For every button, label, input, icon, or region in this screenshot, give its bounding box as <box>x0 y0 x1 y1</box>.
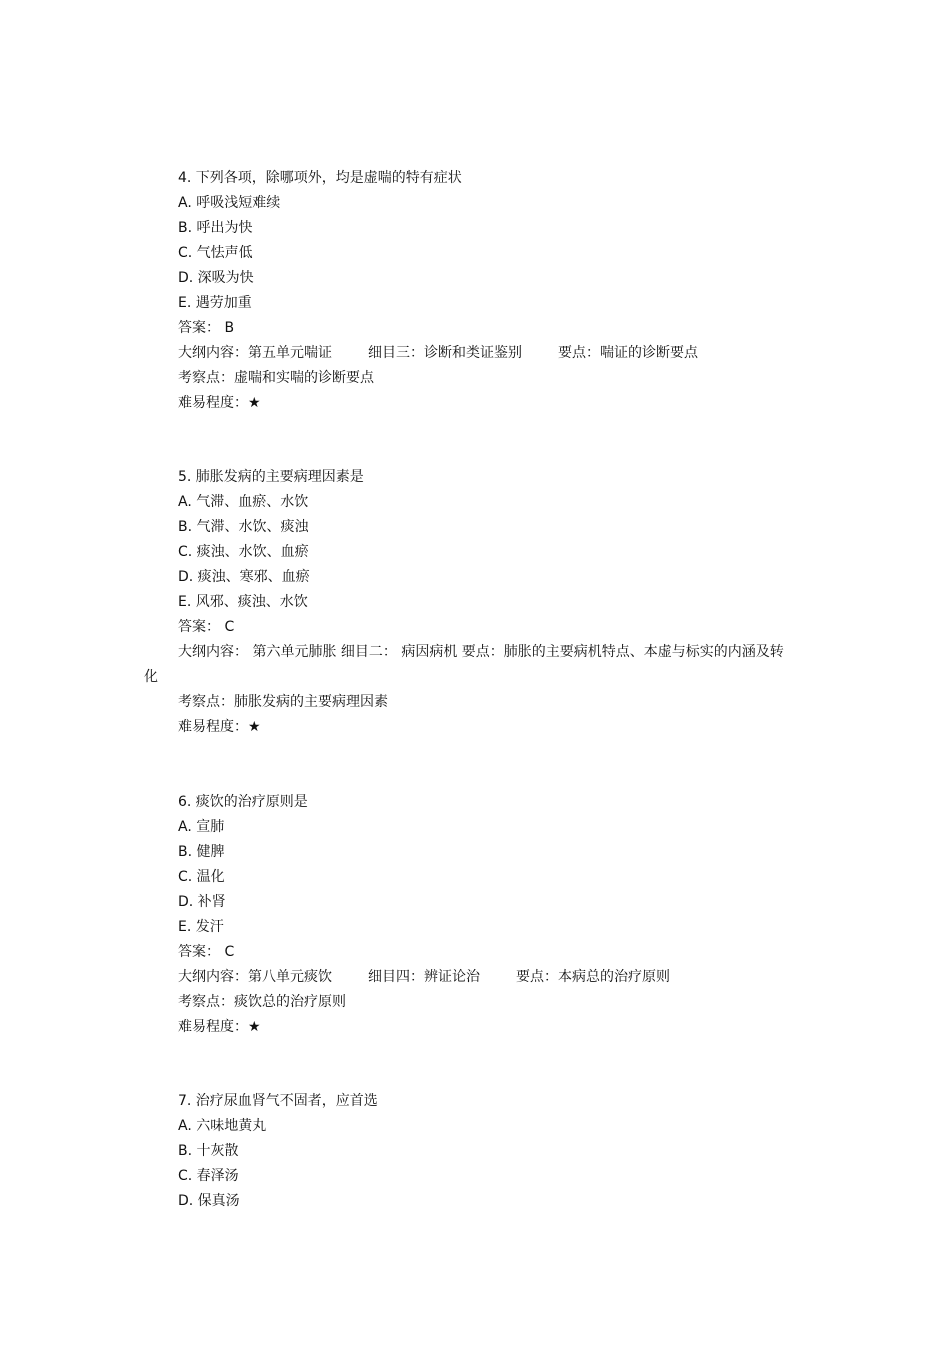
outline: 大纲内容： 第六单元肺胀 细目二： 病因病机 要点：肺胀的主要病机特点、本虚与标实的内涵及转化 <box>144 644 784 685</box>
difficulty: 难易程度：★ <box>178 1019 261 1035</box>
difficulty: 难易程度：★ <box>178 395 261 411</box>
answer: 答案： C <box>178 944 235 960</box>
option-c: C. 痰浊、水饮、血瘀 <box>178 544 309 560</box>
question-stem: 6. 痰饮的治疗原则是 <box>178 794 308 810</box>
option-b: B. 健脾 <box>178 844 225 860</box>
option-a: A. 宣肺 <box>178 819 225 835</box>
outline-item: 细目四：辨证论治 <box>368 969 480 985</box>
option-a: A. 呼吸浅短难续 <box>178 195 281 211</box>
exam-point: 考察点：肺胀发病的主要病理因素 <box>178 694 388 710</box>
question-4 <box>144 166 804 416</box>
question-6 <box>144 790 804 1040</box>
exam-point: 考察点：虚喘和实喘的诊断要点 <box>178 370 374 386</box>
option-d: D. 深吸为快 <box>178 270 254 286</box>
outline-point: 要点：本病总的治疗原则 <box>516 969 670 985</box>
outline <box>144 341 804 366</box>
option-c: C. 温化 <box>178 869 225 885</box>
question-stem: 4. 下列各项，除哪项外，均是虚喘的特有症状 <box>178 170 462 186</box>
option-b: B. 十灰散 <box>178 1143 239 1159</box>
outline-item: 细目三：诊断和类证鉴别 <box>368 345 522 361</box>
difficulty: 难易程度：★ <box>178 719 261 735</box>
question-stem: 5. 肺胀发病的主要病理因素是 <box>178 469 364 485</box>
answer: 答案： B <box>178 320 235 336</box>
option-a: A. 六味地黄丸 <box>178 1118 267 1134</box>
question-stem: 7. 治疗尿血肾气不固者，应首选 <box>178 1093 378 1109</box>
option-d: D. 补肾 <box>178 894 226 910</box>
option-c: C. 春泽汤 <box>178 1168 239 1184</box>
option-a: A. 气滞、血瘀、水饮 <box>178 494 309 510</box>
exam-point: 考察点：痰饮总的治疗原则 <box>178 994 346 1010</box>
option-d: D. 痰浊、寒邪、血瘀 <box>178 569 310 585</box>
outline <box>144 965 804 990</box>
option-e: E. 风邪、痰浊、水饮 <box>178 594 308 610</box>
option-e: E. 发汗 <box>178 919 224 935</box>
outline-unit: 大纲内容：第五单元喘证 <box>178 345 332 361</box>
question-5 <box>144 465 804 740</box>
option-e: E. 遇劳加重 <box>178 295 252 311</box>
question-7 <box>144 1089 804 1214</box>
option-b: B. 呼出为快 <box>178 220 253 236</box>
option-b: B. 气滞、水饮、痰浊 <box>178 519 309 535</box>
outline-unit: 大纲内容：第八单元痰饮 <box>178 969 332 985</box>
option-c: C. 气怯声低 <box>178 245 253 261</box>
option-d: D. 保真汤 <box>178 1193 240 1209</box>
outline-point: 要点：喘证的诊断要点 <box>558 345 698 361</box>
answer: 答案： C <box>178 619 235 635</box>
